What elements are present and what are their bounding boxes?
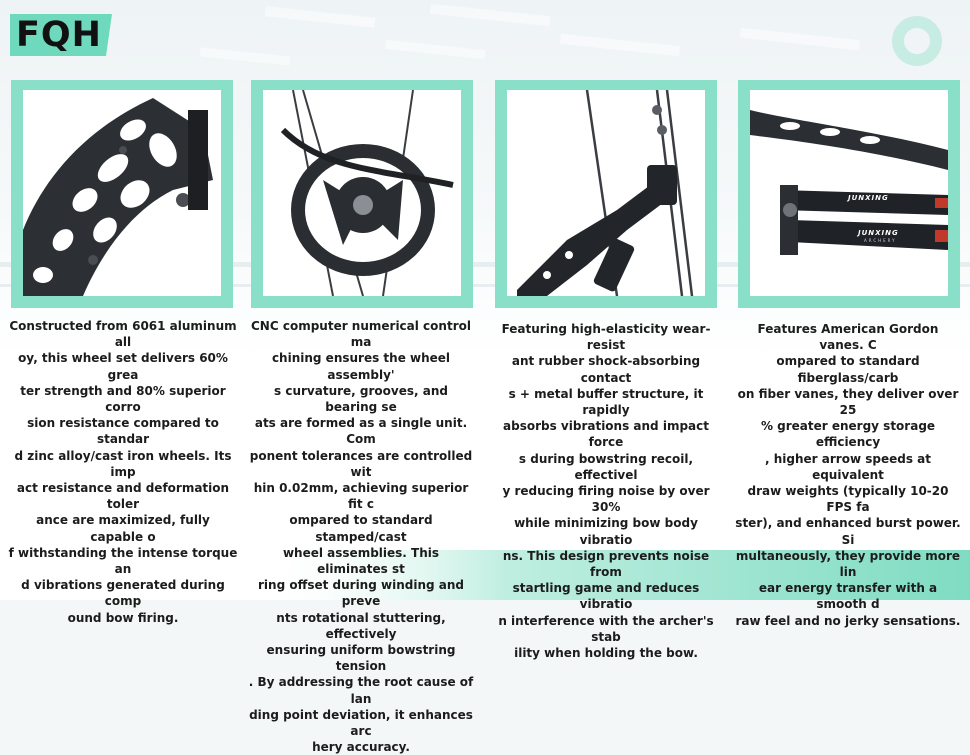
decorative-ring [890, 14, 944, 68]
feature-caption-3: Featuring high-elasticity wear-resist ant rubber shock-absorbing contact s + metal buffer structure, it rapidly absorbs vibrations and impact force s during bowstring recoil, effectivel y reducing firing noise by over 30% while minimizing bow body vibratio ns. This design prevents noise from startling game and reduces vibratio n interference with the archer's stab ility when holding the bow. [498, 322, 714, 661]
limb-brand-sub: ARCHERY [864, 238, 897, 243]
cam-wheel-image [263, 90, 461, 296]
feature-caption-2: CNC computer numerical control ma chining ensures the wheel assembly' s curvature, grooves, and bearing se ats are formed as a single unit. Com ponent tolerances are controlled wit hin 0.02mm, achieving superior fit c ompared to standard stamped/cast wheel assemblies. This eliminates st ring offset during winding and preve nts rotational stuttering, effectively ensuring uniform bowstring tension . By addressing the root cause of lan ding point deviation, it enhances arc hery accuracy. [248, 319, 474, 755]
limb-logo-image [750, 90, 948, 296]
limb-brand-mark: JUNXING [848, 194, 889, 202]
feature-caption-1: Constructed from 6061 aluminum all oy, this wheel set delivers 60% grea ter strength and 80% superior corro sion resistance compared to standar d zinc alloy/cast iron wheels. Its imp act resistance and deformation toler ance are maximized, fully capable o f withstanding the intense torque an d vibrations generated during comp ound bow firing. [8, 319, 238, 625]
feature-caption-4: Features American Gordon vanes. C ompared to standard fiberglass/carb on fiber vanes, they deliver over 25 % greater energy storage efficiency , higher arrow speeds at equivalent draw weights (typically 10-20 FPS fa ster), and enhanced burst power. Si multaneously, they provide more lin ear energy transfer with a smooth d raw feel and no jerky sensations. [735, 322, 961, 628]
feature-card-4 [738, 80, 960, 308]
feature-card-2 [251, 80, 473, 308]
feature-card-3 [495, 80, 717, 308]
limb-pocket-image [23, 90, 221, 296]
string-stop-image [507, 90, 705, 296]
feature-card-1 [11, 80, 233, 308]
limb-brand-mark-lower: JUNXING [858, 229, 899, 237]
brand-logo-text: FQH [16, 15, 102, 55]
